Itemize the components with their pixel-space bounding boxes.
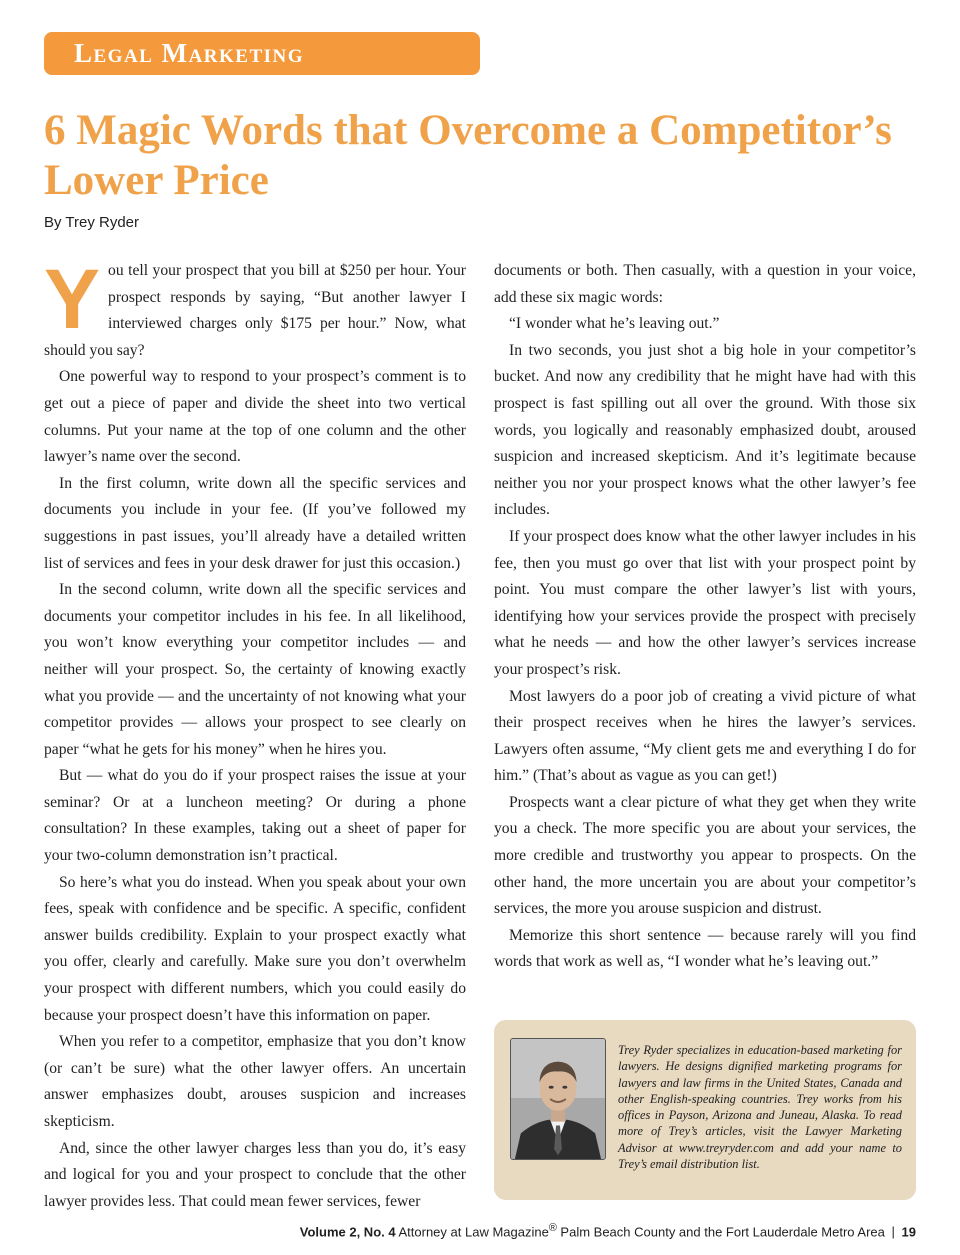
footer-registered-mark: ® (548, 1222, 557, 1234)
paragraph: Memorize this short sentence — because rarely will you find words that work as well as, “I wonder what he’s leaving out.” (494, 926, 916, 971)
paragraph-continuation: documents or both. Then casually, with a question in your voice, add these six magic words: (494, 262, 916, 306)
footer-magazine: Attorney at Law Magazine (398, 1224, 549, 1240)
author-photo (510, 1038, 606, 1160)
paragraph: When you refer to a competitor, emphasize that you don’t know (or can’t be sure) what the other lawyer offers. An uncertain answer emphasizes doubt, arouses suspicion and increases skepticism. (44, 1033, 466, 1130)
magic-words-quote: “I wonder what he’s leaving out.” (509, 315, 720, 333)
article-column-left (44, 258, 466, 1214)
article-column-right (494, 258, 916, 976)
paragraph: In the second column, write down all the specific services and documents your competitor includes in his fee. In all likelihood, you won’t know everything your competitor includes — and neither will your prospect. So, the certainty of knowing exactly what you provide — and the uncertainty of not knowing what your competitor provides — allows your prospect to see clearly on paper “what he gets for his money” when he hires you. (44, 581, 466, 758)
paragraph: In two seconds, you just shot a big hole in your competitor’s bucket. And now any credibility that he might have had with this prospect is fast spilling out all over the ground. With those six words, you logically and reasonably emphasized doubt, aroused suspicion and increased skepticism. And it’s legitimate because neither you nor your prospect knows what the other lawyer’s fee includes. (494, 341, 916, 519)
drop-cap: Y (44, 258, 101, 346)
page-footer (300, 1222, 916, 1239)
paragraph: If your prospect does know what the other lawyer includes in his fee, then you must go over that list with your prospect point by point. You must compare the other lawyer’s list with yours, identifying how your services provide the prospect with precisely what he needs — and how the other lawyer’s services increase your prospect’s risk. (494, 527, 916, 678)
paragraph: But — what do you do if your prospect raises the issue at your seminar? Or at a luncheon meeting? Or during a phone consultation? In these examples, taking out a sheet of paper for your two-column demonstration isn’t practical. (44, 767, 466, 865)
paragraph: So here’s what you do instead. When you speak about your own fees, speak with confidence and be specific. A specific, confident answer builds credibility. Explain to your prospect exactly what you offer, clearly and carefully. Make sure you don’t overwhelm your prospect with different numbers, which you could easily do because your prospect doesn’t have this information on paper. (44, 873, 466, 1024)
first-paragraph (44, 258, 466, 364)
author-portrait-icon (511, 1039, 605, 1159)
paragraph: Prospects want a clear picture of what they get when they write you a check. The more specific you are about your services, the more credible and trustworthy you appear to prospects. On the other hand, the more uncertain you are about your competitor’s services, the more you arouse suspicion and distrust. (494, 793, 916, 918)
paragraph: One powerful way to respond to your prospect’s comment is to get out a piece of paper and divide the sheet into two vertical columns. Put your name at the top of one column and the other lawyer’s name over the second. (44, 368, 466, 466)
paragraph: And, since the other lawyer charges less than you do, it’s easy and logical for you and your prospect to conclude that the other lawyer provides less. That could mean fewer services, fewer (44, 1139, 466, 1210)
first-paragraph-text: ou tell your prospect that you bill at $250 per hour. Your prospect responds by saying, “But another lawyer I interviewed charges only $175 per hour.” Now, what should you say? (44, 262, 466, 359)
paragraph: Most lawyers do a poor job of creating a vivid picture of what their prospect receives when he hires the lawyer’s services. Lawyers often assume, “My client gets me and everything I do for him.” (That’s about as vague as you can get!) (494, 687, 916, 785)
author-bio: Trey Ryder specializes in education-based marketing for lawyers. He designs dignified marketing programs for lawyers and law firms in the United States, Canada and other English-speaking countries. Trey works from his offices in Payson, Arizona and Juneau, Alaska. To read more of Trey’s articles, visit the Lawyer Marketing Advisor at www.treyryder.com and add your name to Trey’s email distribution list. (618, 1043, 902, 1172)
footer-volume: Volume 2, No. 4 (299, 1224, 396, 1240)
footer-region: Palm Beach County and the Fort Lauderdale Metro Area (560, 1224, 885, 1240)
byline: By Trey Ryder (44, 214, 140, 231)
footer-separator: | (891, 1224, 895, 1240)
article-title: 6 Magic Words that Overcome a Competitor’s Lower Price (44, 107, 892, 204)
author-bio-box (494, 1020, 916, 1200)
section-label: Legal Marketing (74, 38, 305, 68)
section-tab (44, 32, 480, 75)
paragraph: In the first column, write down all the specific services and documents you include in your fee. (If you’ve followed my suggestions in past issues, you’ll already have a detailed written list of services and fees in your desk drawer for just this occasion.) (44, 474, 466, 572)
page-number: 19 (901, 1224, 916, 1240)
